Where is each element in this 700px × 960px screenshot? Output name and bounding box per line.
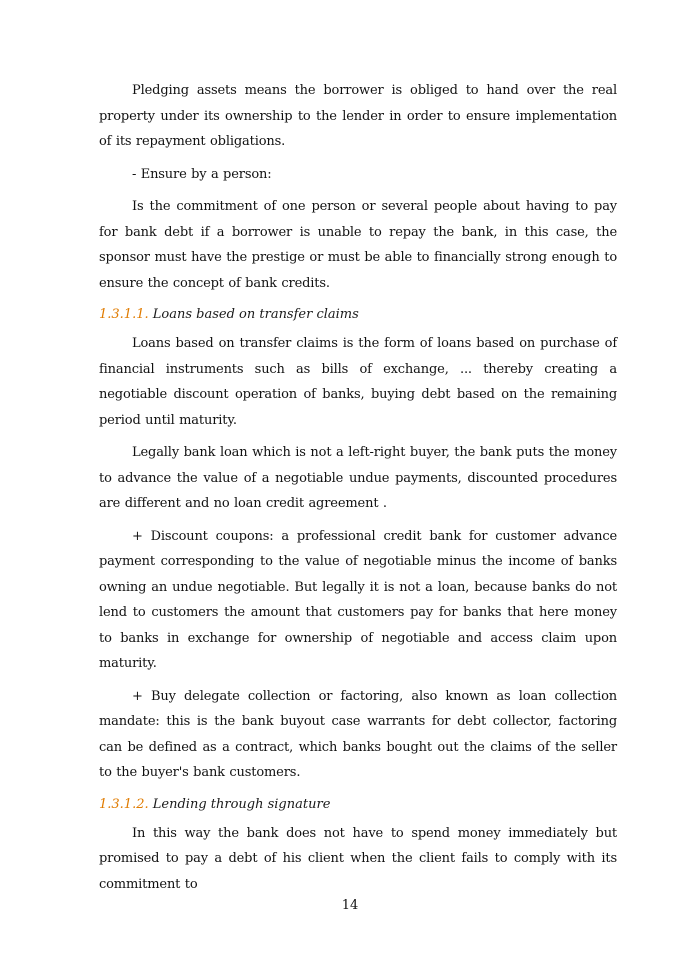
document-body: [99, 78, 617, 904]
section-title: Loans based on transfer claims: [152, 307, 359, 322]
section-heading-transfer-claims: [99, 303, 617, 327]
section-title: Lending through signature: [152, 796, 331, 812]
section-number: 1.3.1.1.: [99, 307, 149, 322]
paragraph-commitment: Is the commitment of one person or several people about having to pay for bank debt if a borrower is unable to repay the bank, in this case, the sponsor must have the prestige or must be able to financially strong enough to ensure the concept of bank credits.: [99, 199, 617, 291]
paragraph-factoring: + Buy delegate collection or factoring, also known as loan collection mandate: this is the bank buyout case warrants for debt collector, factoring can be defined as a contract, which banks bought out the claims of the seller to the buyer's bank customers.: [99, 688, 617, 780]
paragraph-ensure-by-person: - Ensure by a person:: [132, 166, 272, 182]
paragraph-pledging-assets: Pledging assets means the borrower is obliged to hand over the real property under its ownership to the lender in order to ensure implementation of its repayment obligations.: [99, 83, 617, 149]
page-number: 14: [341, 898, 359, 913]
section-heading-lending-signature: [99, 793, 617, 817]
paragraph-legally-bank-loan: Legally bank loan which is not a left-right buyer, the bank puts the money to advance the value of a negotiable undue payments, discounted procedures are different and no loan credit agreement .: [99, 445, 617, 511]
paragraph-discount-coupons: + Discount coupons: a professional credit bank for customer advance payment corresponding to the value of negotiable minus the income of banks owning an undue negotiable. But legally it is not a loan, because banks do not lend to customers the amount that customers pay for banks that here money to banks in exchange for ownership of negotiable and access claim upon maturity.: [99, 528, 617, 671]
paragraph-lending-through-signature: In this way the bank does not have to spend money immediately but promised to pay a debt of his client when the client fails to comply with its commitment to: [99, 825, 617, 892]
section-number: 1.3.1.2.: [99, 796, 149, 812]
paragraph-loans-transfer-claims: Loans based on transfer claims is the form of loans based on purchase of financial instruments such as bills of exchange, ... thereby creating a negotiable discount operation of banks, buying debt based on the remaining period until maturity.: [99, 336, 617, 428]
